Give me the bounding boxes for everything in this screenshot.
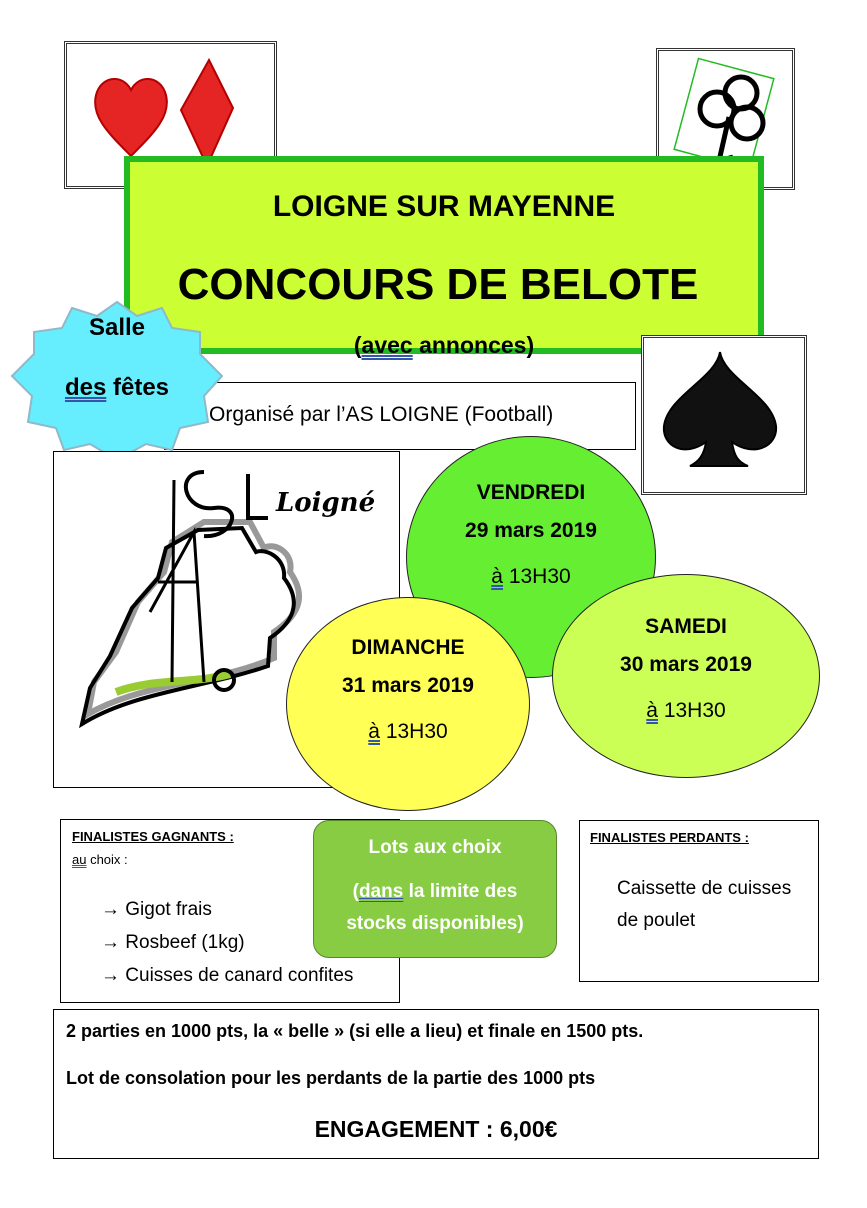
- list-item: → Rosbeef (1kg): [101, 932, 245, 953]
- list-item: → Gigot frais: [101, 899, 212, 920]
- losers-box: [579, 820, 819, 982]
- arrow-right-icon: →: [101, 965, 120, 986]
- rules-box: [53, 1009, 819, 1159]
- rules-line1: 2 parties en 1000 pts, la « belle » (si elle a lieu) et finale en 1500 pts.: [66, 1021, 644, 1041]
- saturday-time: à 13H30: [646, 699, 726, 722]
- venue-badge: [10, 298, 224, 462]
- venue-line2: des fêtes: [64, 374, 170, 401]
- spade-icon: [664, 352, 776, 466]
- arrow-right-icon: →: [101, 899, 120, 920]
- sunday-date-oval: [286, 597, 530, 811]
- friday-time: à 13H30: [491, 565, 571, 588]
- organizer-text: Organisé par l’AS LOIGNE (Football): [209, 403, 554, 426]
- losers-heading: FINALISTES PERDANTS :: [590, 830, 749, 845]
- list-item: → Cuisses de canard confites: [101, 965, 354, 986]
- entry-fee: ENGAGEMENT : 6,00€: [314, 1116, 558, 1142]
- losers-line1: Caissette de cuisses: [617, 878, 792, 899]
- rules-line2: Lot de consolation pour les perdants de la partie des 1000 pts: [66, 1068, 596, 1088]
- friday-date: 29 mars 2019: [465, 519, 597, 542]
- event-subtitle: (avec annonces): [353, 332, 535, 358]
- losers-line2: de poulet: [617, 910, 696, 931]
- winners-choice: au choix :: [72, 852, 128, 867]
- prizes-line3: stocks disponibles): [346, 913, 524, 934]
- saturday-day: SAMEDI: [645, 615, 727, 638]
- sunday-date: 31 mars 2019: [342, 674, 474, 697]
- logo-lettering: Loigné: [276, 488, 376, 518]
- saturday-date: 30 mars 2019: [620, 653, 752, 676]
- club-icon: [700, 77, 763, 161]
- arrow-right-icon: →: [101, 932, 120, 953]
- town-name: LOIGNE SUR MAYENNE: [272, 190, 616, 223]
- friday-day: VENDREDI: [476, 481, 586, 504]
- venue-line1: Salle: [88, 314, 146, 341]
- spade-card: [641, 335, 807, 495]
- sunday-time: à 13H30: [368, 720, 448, 743]
- prizes-box: [313, 820, 557, 958]
- winners-heading: FINALISTES GAGNANTS :: [72, 829, 234, 844]
- saturday-date-oval: [552, 574, 820, 778]
- prizes-line1: Lots aux choix: [368, 837, 502, 858]
- event-title: CONCOURS DE BELOTE: [177, 260, 699, 309]
- prizes-line2: (dans la limite des: [352, 881, 518, 902]
- diamond-icon: [181, 60, 233, 166]
- heart-icon: [95, 79, 167, 156]
- sunday-day: DIMANCHE: [351, 636, 465, 659]
